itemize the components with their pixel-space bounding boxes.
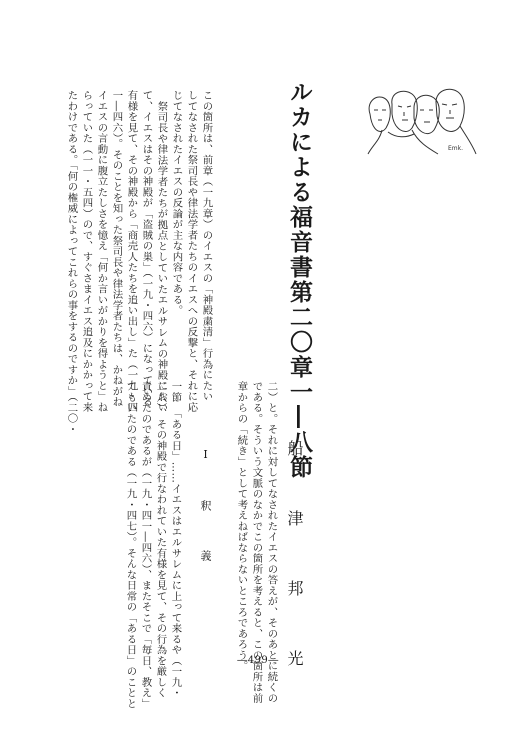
verse-line: 一節 「ある日」……イエスはエルサレムに上って来るや（一九・	[169, 381, 182, 699]
body-line: イエスの言動に腹立たしさを憶え「何か言いがかりを得ようと」ね	[95, 90, 108, 413]
page-number: ―499―	[237, 655, 279, 666]
body-line: らっていた（一一・五四）ので、すぐさまイエス追及にかかって来	[80, 90, 93, 413]
body-line: この箇所は、前章（一九章）のイエスの「神殿粛清」行為にたい	[200, 90, 213, 402]
sketch-illustration	[362, 84, 480, 162]
verse-line: 責めたのであるが（一九・四一―四六）、またそこで「毎日、教え」	[139, 381, 152, 710]
section-heading: Ⅰ 釈 義	[199, 448, 212, 575]
body-line: 二）と。それに対してなされたイエスの答えが、そのあとに続くの	[265, 381, 278, 704]
body-line: してなされた祭司長や律法学者たちのイエスへの反撃と、それに応	[185, 90, 198, 413]
article-title: ルカによる福音書第二〇章一―八節	[286, 80, 313, 480]
verse-line: 二八）、その神殿で行なわれていた有様を見て、その行為を厳しく	[154, 381, 167, 699]
body-line: である。そういう文脈のなかでこの箇所を考えると、この箇所は前	[250, 381, 263, 704]
body-line: 有様を見て、その神殿から「商売人たちを追い出し」た（一九・四	[125, 90, 138, 413]
illustration-signature: Emk.	[448, 145, 464, 152]
body-line: て、イエスはその神殿が「盗賊の巣」（一九・四六）になっている	[140, 90, 153, 408]
faces-sketch-icon	[362, 84, 480, 162]
body-line: 一―四六）。そのことを知った祭司長や律法学者たちは、かねがね	[110, 90, 123, 408]
body-line: じてなされたイエスの反論が主な内容である。	[170, 90, 183, 316]
body-line: 祭司長や律法学者たちが拠点としていたエルサレムの神殿におい	[155, 101, 168, 413]
verse-line: てもいたのである（一九・四七）。そんな日常の「ある日」のことと	[124, 381, 137, 710]
body-line: 章からの「続き」として考えねばならないところであろう。	[235, 381, 248, 672]
author-name: 船 津 邦 光	[285, 440, 304, 685]
body-line: たわけである。「何の権威によってこれらの事をするのですか」（二〇・	[65, 90, 78, 435]
